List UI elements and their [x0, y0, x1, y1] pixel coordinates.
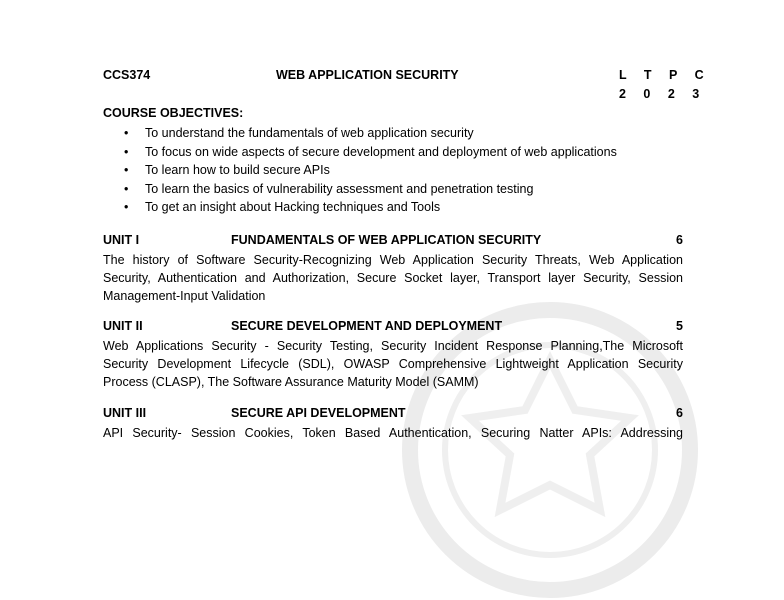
unit-2-header: [103, 319, 683, 337]
objectives-heading: COURSE OBJECTIVES:: [103, 106, 244, 120]
unit-3-header: [103, 406, 683, 424]
objective-item: • To learn the basics of vulnerability assessment and penetration testing: [124, 180, 617, 199]
objective-item: • To get an insight about Hacking techniques and Tools: [124, 198, 617, 217]
unit-hours: 6: [676, 233, 683, 247]
course-code: CCS374: [103, 68, 151, 82]
ltpc-values: 2 0 2 3: [619, 87, 707, 101]
unit-1-body: [103, 251, 683, 305]
unit-text-line: API Security- Session Cookies, Token Based Authentication, Securing Natter APIs: Addressing: [103, 426, 683, 440]
unit-label: UNIT III: [103, 406, 147, 420]
unit-title: FUNDAMENTALS OF WEB APPLICATION SECURITY: [231, 233, 542, 247]
unit-title: SECURE DEVELOPMENT AND DEPLOYMENT: [231, 319, 503, 333]
bullet-icon: •: [124, 200, 129, 214]
unit-text-line: Security, Authentication and Authorization, Secure Socket layer, Transport layer Security, Session: [103, 271, 683, 285]
unit-text-line: Web Applications Security - Security Testing, Security Incident Response Planning,The Microsoft: [103, 339, 683, 353]
unit-3-body: [103, 424, 683, 442]
unit-text-line: Process (CLASP), The Software Assurance Maturity Model (SAMM): [103, 375, 479, 389]
unit-1-header: [103, 233, 683, 251]
bullet-icon: •: [124, 181, 129, 196]
unit-text-line: The history of Software Security-Recognizing Web Application Security Threats, Web Application: [103, 253, 683, 267]
bullet-icon: •: [124, 144, 129, 159]
course-title: WEB APPLICATION SECURITY: [276, 68, 459, 82]
unit-title: SECURE API DEVELOPMENT: [231, 406, 406, 420]
unit-text-line: Management-Input Validation: [103, 289, 266, 303]
objective-item: • To understand the fundamentals of web application security: [124, 124, 617, 143]
unit-hours: 6: [676, 406, 683, 420]
unit-text-line: Security Development Lifecycle (SDL), OWASP Comprehensive Lightweight Application Security: [103, 357, 683, 371]
bullet-icon: •: [124, 163, 129, 177]
ltpc-label: L T P C: [619, 68, 711, 82]
unit-label: UNIT I: [103, 233, 140, 247]
unit-2-body: [103, 337, 683, 391]
bullet-icon: •: [124, 126, 129, 140]
objectives-list: [124, 124, 617, 217]
unit-hours: 5: [676, 319, 683, 333]
unit-label: UNIT II: [103, 319, 143, 333]
objective-item: • To learn how to build secure APIs: [124, 161, 617, 180]
objective-item: • To focus on wide aspects of secure development and deployment of web applications: [124, 143, 617, 162]
